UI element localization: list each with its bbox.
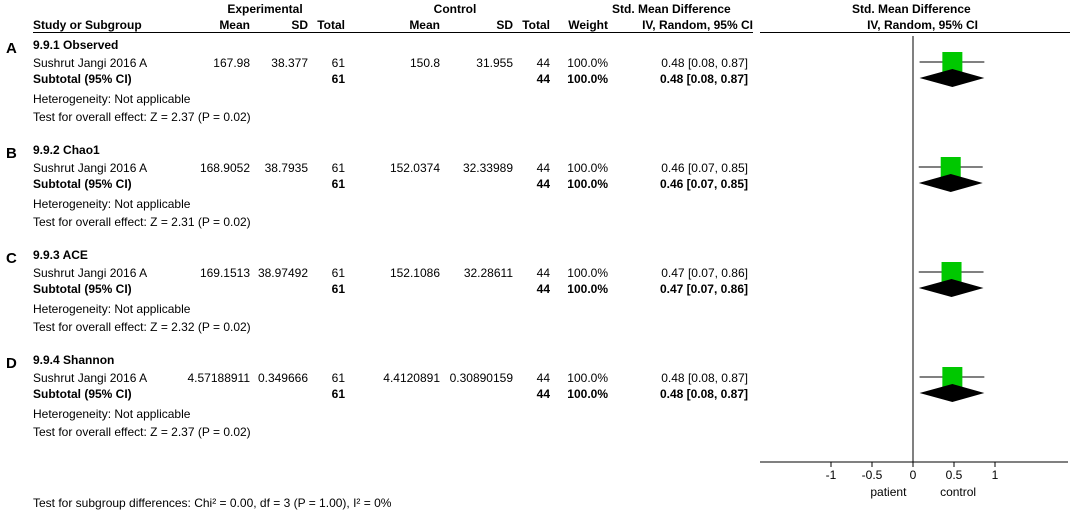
overall-effect-text: Test for overall effect: Z = 2.32 (P = 0.02)	[33, 320, 251, 334]
mean-e-header: Mean	[219, 18, 250, 32]
mean-experimental: 168.9052	[199, 161, 250, 175]
subtotal-diamond	[919, 174, 983, 192]
subtotal-total-experimental: 61	[331, 387, 345, 401]
subtotal-total-experimental: 61	[331, 72, 345, 86]
subtotal-weight: 100.0%	[567, 72, 608, 86]
mean-experimental: 167.98	[213, 56, 250, 70]
study-name: Sushrut Jangi 2016 A	[33, 371, 148, 385]
total-control: 44	[536, 371, 550, 385]
sd-experimental: 38.377	[271, 56, 308, 70]
study-header: Study or Subgroup	[33, 18, 142, 32]
overall-effect-text: Test for overall effect: Z = 2.37 (P = 0.02)	[33, 425, 251, 439]
total-control: 44	[536, 56, 550, 70]
subtotal-weight: 100.0%	[567, 282, 608, 296]
experimental-header: Experimental	[227, 2, 303, 16]
effect-ci: 0.48 [0.08, 0.87]	[661, 371, 748, 385]
subtotal-label: Subtotal (95% CI)	[33, 387, 132, 401]
study-name: Sushrut Jangi 2016 A	[33, 161, 148, 175]
x-tick-label: -1	[825, 468, 837, 482]
sd-control: 32.33989	[462, 161, 513, 175]
subgroup-title: 9.9.2 Chao1	[33, 143, 100, 157]
subgroup-title: 9.9.1 Observed	[33, 38, 119, 52]
weight-header: Weight	[568, 18, 608, 32]
total-experimental: 61	[331, 371, 345, 385]
x-tick-label: -0.5	[861, 468, 883, 482]
weight: 100.0%	[567, 371, 608, 385]
mean-experimental: 169.1513	[199, 266, 250, 280]
subgroup-title: 9.9.3 ACE	[33, 248, 88, 262]
panel-label: D	[6, 355, 17, 372]
total-e-header: Total	[317, 18, 345, 32]
sd-experimental: 38.7935	[264, 161, 308, 175]
study-name: Sushrut Jangi 2016 A	[33, 266, 148, 280]
panel-label: A	[6, 40, 17, 57]
method-header-right: IV, Random, 95% CI	[867, 18, 978, 32]
effect-ci: 0.46 [0.07, 0.85]	[661, 161, 748, 175]
overall-effect-text: Test for overall effect: Z = 2.37 (P = 0.02)	[33, 110, 251, 124]
heterogeneity-text: Heterogeneity: Not applicable	[33, 407, 191, 421]
weight: 100.0%	[567, 161, 608, 175]
weight: 100.0%	[567, 266, 608, 280]
total-control: 44	[536, 266, 550, 280]
control-header: Control	[433, 2, 477, 16]
subtotal-total-control: 44	[536, 282, 550, 296]
sd-e-header: SD	[291, 18, 308, 32]
smd-header-left: Std. Mean Difference	[612, 2, 731, 16]
overall-effect-text: Test for overall effect: Z = 2.31 (P = 0.02)	[33, 215, 251, 229]
x-tick-label: 1	[991, 468, 999, 482]
mean-control: 152.1086	[389, 266, 440, 280]
sd-control: 31.955	[476, 56, 513, 70]
subtotal-ci: 0.46 [0.07, 0.85]	[659, 177, 748, 191]
effect-ci: 0.48 [0.08, 0.87]	[661, 56, 748, 70]
subtotal-weight: 100.0%	[567, 387, 608, 401]
sd-control: 0.30890159	[449, 371, 513, 385]
effect-ci: 0.47 [0.07, 0.86]	[661, 266, 748, 280]
subtotal-total-experimental: 61	[331, 282, 345, 296]
sd-control: 32.28611	[463, 266, 513, 280]
subgroup-title: 9.9.4 Shannon	[33, 353, 115, 367]
sd-c-header: SD	[496, 18, 513, 32]
subtotal-label: Subtotal (95% CI)	[33, 177, 132, 191]
subtotal-diamond	[920, 384, 985, 402]
sd-experimental: 38.97492	[257, 266, 308, 280]
total-experimental: 61	[331, 56, 345, 70]
subtotal-label: Subtotal (95% CI)	[33, 72, 132, 86]
panel-label: C	[6, 250, 17, 267]
heterogeneity-text: Heterogeneity: Not applicable	[33, 197, 191, 211]
mean-control: 4.4120891	[383, 371, 440, 385]
heterogeneity-text: Heterogeneity: Not applicable	[33, 92, 191, 106]
subtotal-ci: 0.47 [0.07, 0.86]	[659, 282, 748, 296]
study-name: Sushrut Jangi 2016 A	[33, 56, 148, 70]
subtotal-total-control: 44	[536, 177, 550, 191]
mean-control: 152.0374	[389, 161, 440, 175]
subtotal-diamond	[920, 69, 985, 87]
subtotal-ci: 0.48 [0.08, 0.87]	[659, 387, 748, 401]
sd-experimental: 0.349666	[257, 371, 308, 385]
subtotal-weight: 100.0%	[567, 177, 608, 191]
weight: 100.0%	[567, 56, 608, 70]
smd-header-right: Std. Mean Difference	[852, 2, 971, 16]
subgroup-differences-test: Test for subgroup differences: Chi² = 0.00, df = 3 (P = 1.00), I² = 0%	[33, 496, 392, 510]
subtotal-label: Subtotal (95% CI)	[33, 282, 132, 296]
subtotal-ci: 0.48 [0.08, 0.87]	[659, 72, 748, 86]
total-c-header: Total	[522, 18, 550, 32]
x-tick-label: 0	[909, 468, 917, 482]
method-header-left: IV, Random, 95% CI	[642, 18, 753, 32]
mean-c-header: Mean	[409, 18, 440, 32]
subtotal-total-control: 44	[536, 387, 550, 401]
total-experimental: 61	[331, 266, 345, 280]
subtotal-diamond	[919, 279, 984, 297]
total-control: 44	[536, 161, 550, 175]
favours-right-label: control	[940, 485, 977, 499]
heterogeneity-text: Heterogeneity: Not applicable	[33, 302, 191, 316]
subtotal-total-control: 44	[536, 72, 550, 86]
panel-label: B	[6, 145, 17, 162]
mean-control: 150.8	[409, 56, 440, 70]
mean-experimental: 4.57188911	[187, 371, 250, 385]
subtotal-total-experimental: 61	[331, 177, 345, 191]
total-experimental: 61	[331, 161, 345, 175]
favours-left-label: patient	[870, 485, 907, 499]
x-tick-label: 0.5	[945, 468, 963, 482]
